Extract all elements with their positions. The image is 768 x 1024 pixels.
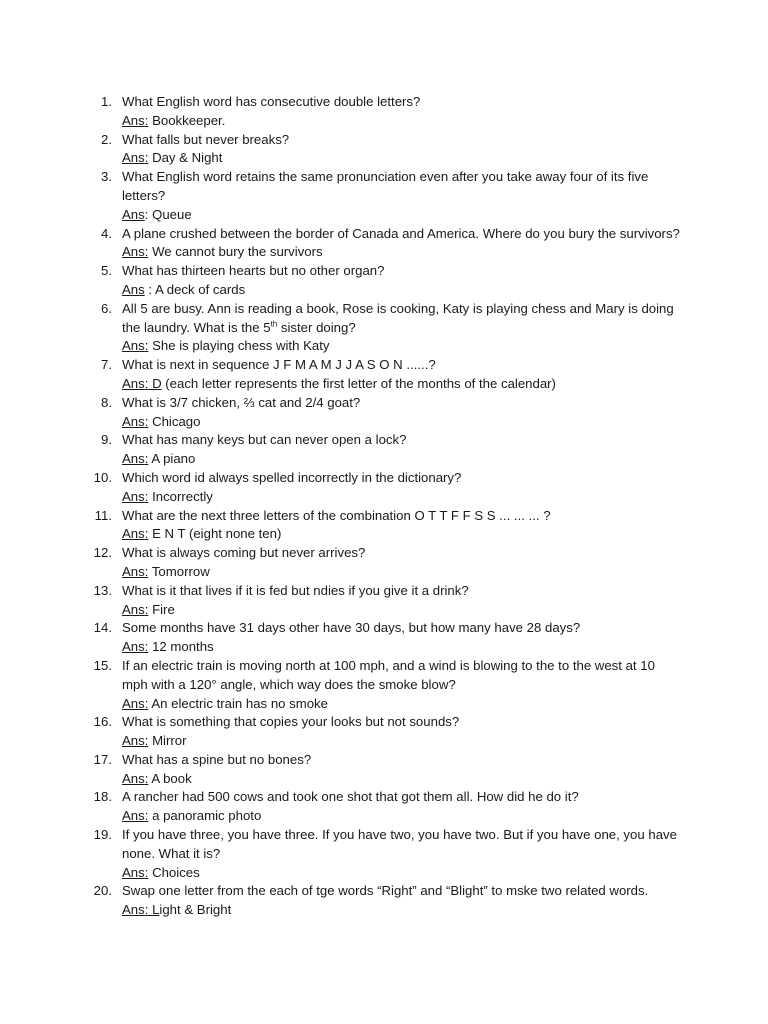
question-text: What is 3/7 chicken, ⅔ cat and 2/4 goat? (122, 394, 361, 410)
answer-label: Ans: (122, 601, 149, 617)
answer-line (122, 488, 682, 507)
item-number: 17. (93, 751, 112, 767)
item-number: 1. (101, 94, 112, 109)
answer-text: She is playing chess with Katy (148, 338, 330, 354)
question-text: What has thirteen hearts but no other organ? (122, 263, 385, 279)
list-item (92, 657, 682, 713)
answer-text: a panoramic photo (148, 808, 262, 824)
answer-line (122, 563, 682, 582)
answer-line: Ans: Queue (122, 206, 192, 222)
answer-label: Ans: (122, 733, 149, 749)
answer-label: Ans: (122, 864, 149, 880)
list-item (92, 826, 682, 882)
answer-text: Day & Night (148, 150, 223, 166)
item-number: 10. (93, 469, 112, 485)
list-item (92, 225, 682, 263)
answer-line (122, 770, 682, 789)
answer-text: Tomorrow (148, 563, 210, 579)
item-number: 13. (93, 582, 112, 598)
question-text: Swap one letter from the each of tge words “Right” and “Blight” to mske two related words. (122, 883, 649, 899)
answer-line (122, 864, 682, 883)
item-number: 2. (101, 131, 112, 147)
item-number: 3. (101, 169, 112, 185)
answer-text: E N T (eight none ten) (148, 526, 282, 542)
answer-label: Ans: (122, 639, 149, 655)
list-item (92, 300, 682, 356)
question-list (92, 93, 682, 920)
answer-text: 12 months (148, 639, 214, 655)
item-number: 16. (93, 714, 112, 730)
answer-label: Ans: (122, 451, 149, 467)
list-item (92, 751, 682, 789)
answer-label: Ans: (122, 770, 149, 786)
answer-label: Ans: (122, 695, 149, 711)
question-text: What are the next three letters of the combination O T T F F S S ... ... ... ? (122, 507, 551, 523)
answer-label: Ans: (122, 112, 149, 128)
list-item (92, 356, 682, 394)
question-text: What is always coming but never arrives? (122, 545, 366, 561)
question-text: What has many keys but can never open a lock? (122, 432, 407, 448)
question-text: If an electric train is moving north at 100 mph, and a wind is blowing to the to the west at 10 mph with a 120° angle, which way does the smoke blow? (122, 657, 655, 692)
item-number: 5. (101, 263, 112, 279)
answer-text: Bookkeeper. (148, 112, 226, 128)
answer-line: Ans : A deck of cards (122, 281, 246, 297)
answer-text: An electric train has no smoke (148, 695, 328, 711)
list-item (92, 544, 682, 582)
question-text: What is something that copies your looks but not sounds? (122, 714, 460, 730)
answer-line (122, 638, 682, 657)
list-item (92, 507, 682, 545)
answer-label: Ans: (122, 150, 149, 166)
question-text: What falls but never breaks? (122, 131, 290, 147)
answer-label: Ans: (122, 244, 149, 260)
answer-label: Ans: D (122, 375, 162, 391)
answer-line (122, 601, 682, 620)
answer-text: A deck of cards (152, 281, 246, 297)
list-item (92, 469, 682, 507)
answer-label: Ans (122, 206, 145, 222)
answer-label: Ans: (122, 488, 149, 504)
list-item (92, 619, 682, 657)
question-text: A rancher had 500 cows and took one shot that got them all. How did he do it? (122, 789, 579, 805)
item-number: 11. (94, 507, 112, 523)
list-item (92, 431, 682, 469)
answer-line (122, 243, 682, 262)
answer-text: Queue (148, 206, 192, 222)
answer-line (122, 450, 682, 469)
answer-text: A piano (148, 451, 196, 467)
item-number: 8. (101, 394, 112, 410)
question-text: What is it that lives if it is fed but ndies if you give it a drink? (122, 582, 469, 598)
answer-text: ight & Bright (159, 902, 232, 918)
question-text: What has a spine but no bones? (122, 751, 312, 767)
question-text: A plane crushed between the border of Canada and America. Where do you bury the survivors? (122, 225, 680, 241)
answer-line (122, 375, 682, 394)
answer-text: (each letter represents the first letter of the months of the calendar) (161, 375, 556, 391)
question-text: What English word retains the same pronunciation even after you take away four of its five letters? (122, 169, 649, 203)
list-item (92, 131, 682, 169)
answer-line (122, 149, 682, 168)
item-number: 19. (93, 827, 112, 843)
list-item (92, 882, 682, 920)
item-number: 18. (93, 789, 112, 805)
answer-line (122, 732, 682, 751)
answer-line (122, 901, 682, 920)
answer-line (122, 112, 682, 131)
item-number: 20. (93, 883, 112, 899)
answer-text: Fire (148, 601, 175, 617)
answer-line (122, 695, 682, 714)
answer-label: Ans: (122, 563, 149, 579)
answer-label: Ans: (122, 413, 149, 429)
answer-line (122, 525, 682, 544)
item-number: 4. (101, 225, 112, 241)
list-item (92, 262, 682, 300)
answer-label: Ans: (122, 526, 149, 542)
answer-text: We cannot bury the survivors (148, 244, 323, 260)
item-number: 6. (101, 300, 112, 316)
list-item (92, 713, 682, 751)
question-text: All 5 are busy. Ann is reading a book, Rose is cooking, Katy is playing chess and Mary is doing the laundry. What is the 5th sister doing? (122, 300, 674, 335)
answer-text: Mirror (148, 733, 187, 749)
list-item (92, 582, 682, 620)
answer-label: Ans: (122, 338, 149, 354)
list-item (92, 394, 682, 432)
answer-label: Ans: L (122, 902, 160, 918)
answer-line (122, 807, 682, 826)
answer-label: Ans (122, 281, 145, 297)
item-number: 7. (101, 357, 112, 373)
answer-line (122, 413, 682, 432)
answer-text: Chicago (148, 413, 201, 429)
answer-text: A book (148, 770, 192, 786)
question-text: Some months have 31 days other have 30 days, but how many have 28 days? (122, 620, 581, 636)
answer-line (122, 337, 682, 356)
list-item (92, 788, 682, 826)
list-item (92, 93, 682, 131)
answer-text: Incorrectly (148, 488, 213, 504)
item-number: 14. (93, 620, 112, 636)
item-number: 15. (93, 657, 112, 673)
item-number: 12. (93, 545, 112, 561)
question-text: What is next in sequence J F M A M J J A S O N ......? (122, 357, 436, 373)
question-text: If you have three, you have three. If you have two, you have two. But if you have one, you have none. What it is? (122, 827, 677, 861)
question-text: What English word has consecutive double letters? (122, 94, 421, 109)
list-item (92, 168, 682, 224)
item-number: 9. (101, 432, 112, 448)
answer-text: Choices (148, 864, 200, 880)
question-text: Which word id always spelled incorrectly in the dictionary? (122, 469, 462, 485)
answer-label: Ans: (122, 808, 149, 824)
